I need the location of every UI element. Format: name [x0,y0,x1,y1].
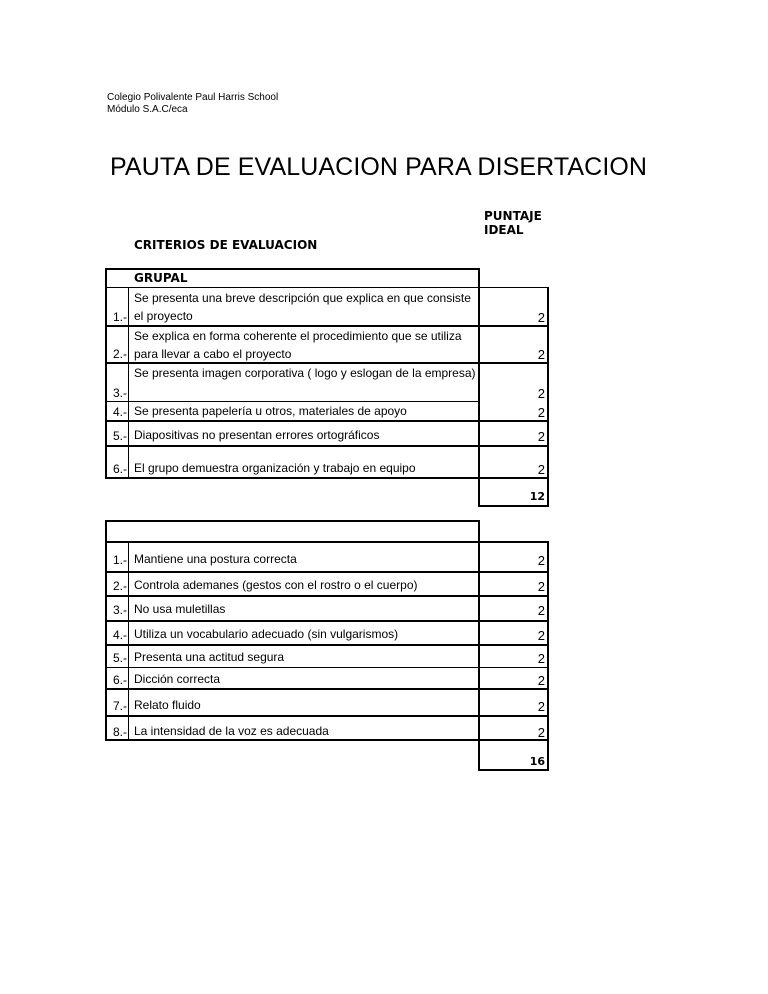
page-title: PAUTA DE EVALUACION PARA DISERTACION [110,153,648,181]
row-score: 2 [537,386,545,401]
row-number: 7.- [112,699,127,713]
row-description: Presenta una actitud segura [134,650,285,664]
row-number: 5.- [112,651,127,665]
row-number: 8.- [112,725,127,739]
school-header [107,92,278,116]
row-description: Relato fluido [134,698,201,712]
row-number: 5.- [112,429,127,443]
score-column-header [484,209,542,237]
row-number: 6.- [112,673,127,687]
row-number: 3.- [112,603,127,617]
row-description: Dicción correcta [134,672,221,686]
row-score: 2 [537,603,545,618]
row-description: Se presenta una breve descripción que explica en que consiste el proyecto [134,291,471,323]
row-description: El grupo demuestra organización y trabajo en equipo [134,461,416,475]
row-score: 2 [537,673,545,688]
row-score: 2 [537,651,545,666]
row-number: 4.- [112,628,127,642]
row-score: 2 [537,347,545,362]
row-description: Se presenta imagen corporativa ( logo y eslogan de la empresa) [134,366,476,380]
grupal-heading: GRUPAL [134,271,188,285]
row-score: 2 [537,310,545,325]
row-score: 2 [537,429,545,444]
row-score: 2 [537,628,545,643]
row-description: Mantiene una postura correcta [134,552,297,566]
individual-total: 16 [529,755,545,768]
row-description: Se presenta papelería u otros, materiales de apoyo [134,404,407,418]
row-score: 2 [537,699,545,714]
criteria-label: CRITERIOS DE EVALUACION [134,238,318,252]
school-name: Colegio Polivalente Paul Harris School [107,92,279,103]
row-description: Diapositivas no presentan errores ortográficos [134,428,380,442]
row-score: 2 [537,462,545,477]
row-number: 4.- [112,405,127,419]
row-score: 2 [537,579,545,594]
row-number: 2.- [112,579,127,593]
grupal-total: 12 [529,490,545,503]
row-description: La intensidad de la voz es adecuada [134,724,329,738]
row-score: 2 [537,725,545,740]
row-description: Utiliza un vocabulario adecuado (sin vulgarismos) [134,627,399,641]
row-description: No usa muletillas [134,602,226,616]
row-number: 6.- [112,462,127,476]
score-header-line2: IDEAL [484,223,524,237]
module-name: Módulo S.A.C/eca [107,104,188,115]
row-number: 1.- [112,553,127,567]
score-header-line1: PUNTAJE [484,209,542,223]
row-number: 1.- [112,310,127,324]
row-number: 3.- [112,386,127,400]
row-score: 2 [537,553,545,568]
row-description: Controla ademanes (gestos con el rostro o el cuerpo) [134,578,418,592]
row-number: 2.- [112,347,127,361]
row-description: Se explica en forma coherente el procedimiento que se utiliza para llevar a cabo el proyecto [134,329,462,361]
row-score: 2 [537,405,545,420]
